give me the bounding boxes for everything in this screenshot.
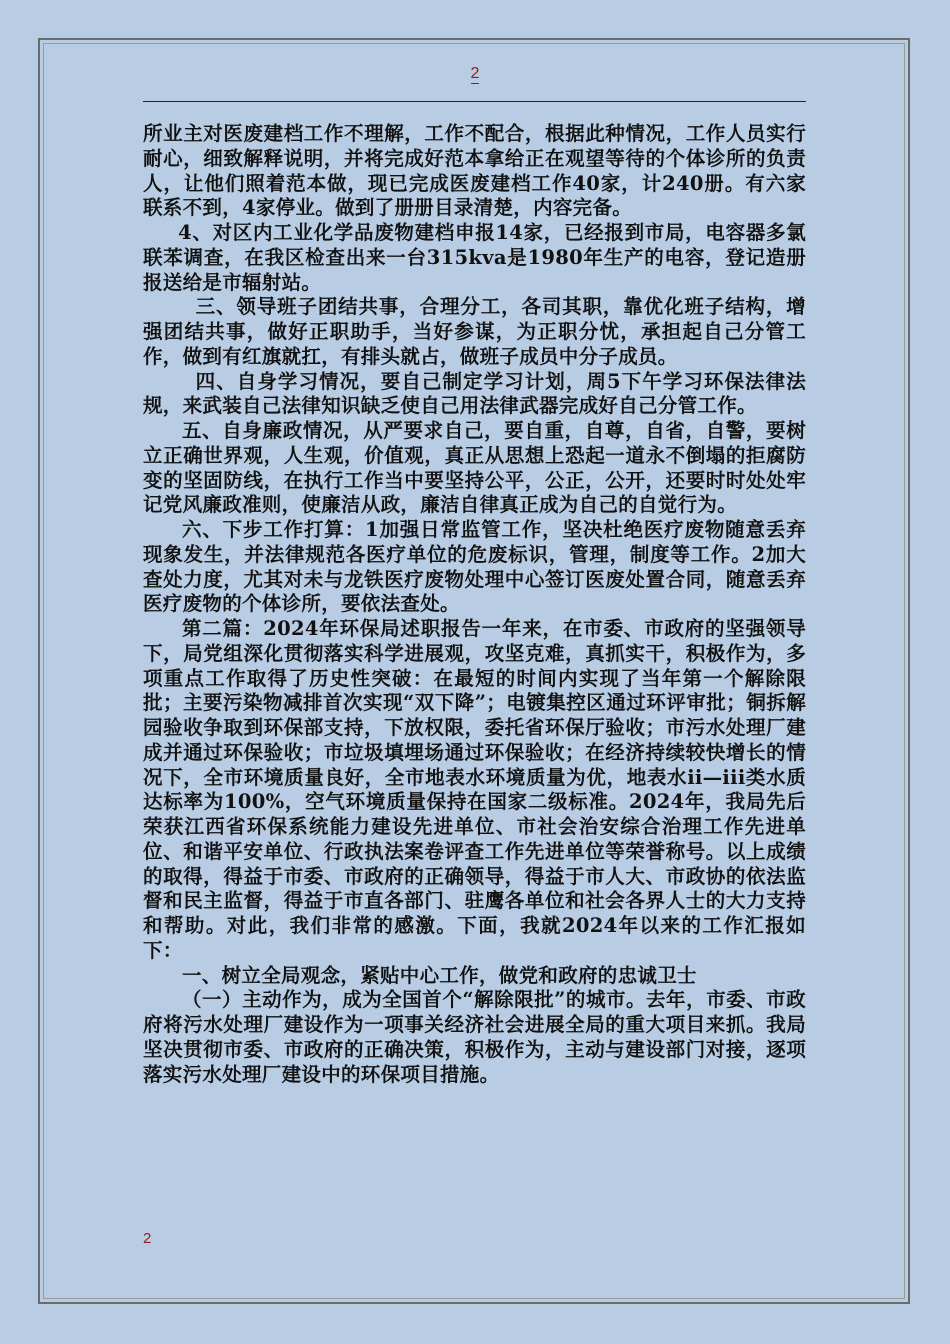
paragraph-8: （一）主动作为，成为全国首个“解除限批”的城市。去年，市委、市政府将污水处理厂建设作为一项事关经济社会进展全局的重大项目来抓。我局坚决贯彻市委、市政府的正确决策，积极作为，主动与建设部门对接，逐项落实污水处理厂建设中的环保项目措施。 bbox=[143, 988, 806, 1086]
header-divider bbox=[143, 101, 806, 102]
paragraph-7: 第二篇：2024年环保局述职报告一年来，在市委、市政府的坚强领导下，局党组深化贯彻落实科学进展观，攻坚克难，真抓实干，积极作为，多项重点工作取得了历史性突破：在最短的时间内实现了当年第一个解除限批；主要污染物减排首次实现“双下降”；电镀集控区通过环评审批；铜拆解园验收争取到环保部支持，下放权限，委托省环保厅验收；市污水处理厂建成并通过环保验收；市垃圾填埋场通过环保验收；在经济持续较快增长的情况下，全市环境质量良好，全市地表水环境质量为优，地表水ii—iii类水质达标率为100%，空气环境质量保持在国家二级标准。2024年，我局先后荣获江西省环保系统能力建设先进单位、市社会治安综合治理工作先进单位、和谐平安单位、行政执法案卷评查工作先进单位等荣誉称号。以上成绩的取得，得益于市委、市政府的正确领导，得益于市人大、市政协的依法监督和民主监督，得益于市直各部门、驻鹰各单位和社会各界人士的大力支持和帮助。对此，我们非常的感激。下面，我就2024年以来的工作汇报如下： bbox=[143, 617, 806, 962]
header-page-number bbox=[0, 64, 950, 84]
paragraph-1: 所业主对医废建档工作不理解，工作不配合，根据此种情况，工作人员实行耐心，细致解释说明，并将完成好范本拿给正在观望等待的个体诊所的负责人，让他们照着范本做，现已完成医废建档工作40家，计240册。有六家联系不到，4家停业。做到了册册目录清楚，内容完备。 bbox=[143, 122, 806, 220]
paragraph-5: 五、自身廉政情况，从严要求自己，要自重，自尊，自省，自警，要树立正确世界观，人生观，价值观，真正从思想上恐起一道永不倒塌的拒腐防变的坚固防线，在执行工作当中要坚持公平，公正，公开，还要时时处处牢记党风廉政准则，使廉洁从政，廉洁自律真正成为自己的自觉行为。 bbox=[143, 419, 806, 517]
paragraph-3: 三、领导班子团结共事，合理分工，各司其职，靠优化班子结构，增强团结共事，做好正职助手，当好参谋，为正职分忧，承担起自己分管工作，做到有红旗就扛，有排头就占，做班子成员中分子成员。 bbox=[143, 295, 806, 368]
paragraph-2: 4、对区内工业化学品废物建档申报14家，已经报到市局，电容器多氯联苯调查，在我区检查出来一台315kva是1980年生产的电容，登记造册报送给是市辐射站。 bbox=[143, 221, 806, 294]
document-body bbox=[143, 122, 806, 1087]
section-heading-1: 一、树立全局观念，紧贴中心工作，做党和政府的忠诚卫士 bbox=[182, 963, 697, 987]
footer-page-number: 2 bbox=[143, 1230, 152, 1247]
paragraph-4: 四、自身学习情况，要自己制定学习计划，周5下午学习环保法律法规，来武装自己法律知识缺乏使自己用法律武器完成好自己分管工作。 bbox=[143, 369, 806, 418]
paragraph-6: 六、下步工作打算：1加强日常监管工作，坚决杜绝医疗废物随意丢弃现象发生，并法律规范各医疗单位的危废标识，管理，制度等工作。2加大查处力度，尤其对未与龙铁医疗废物处理中心签订医废处置合同，随意丢弃医疗废物的个体诊所，要依法查处。 bbox=[143, 518, 806, 616]
header-page-number-text: 2 bbox=[470, 65, 480, 82]
